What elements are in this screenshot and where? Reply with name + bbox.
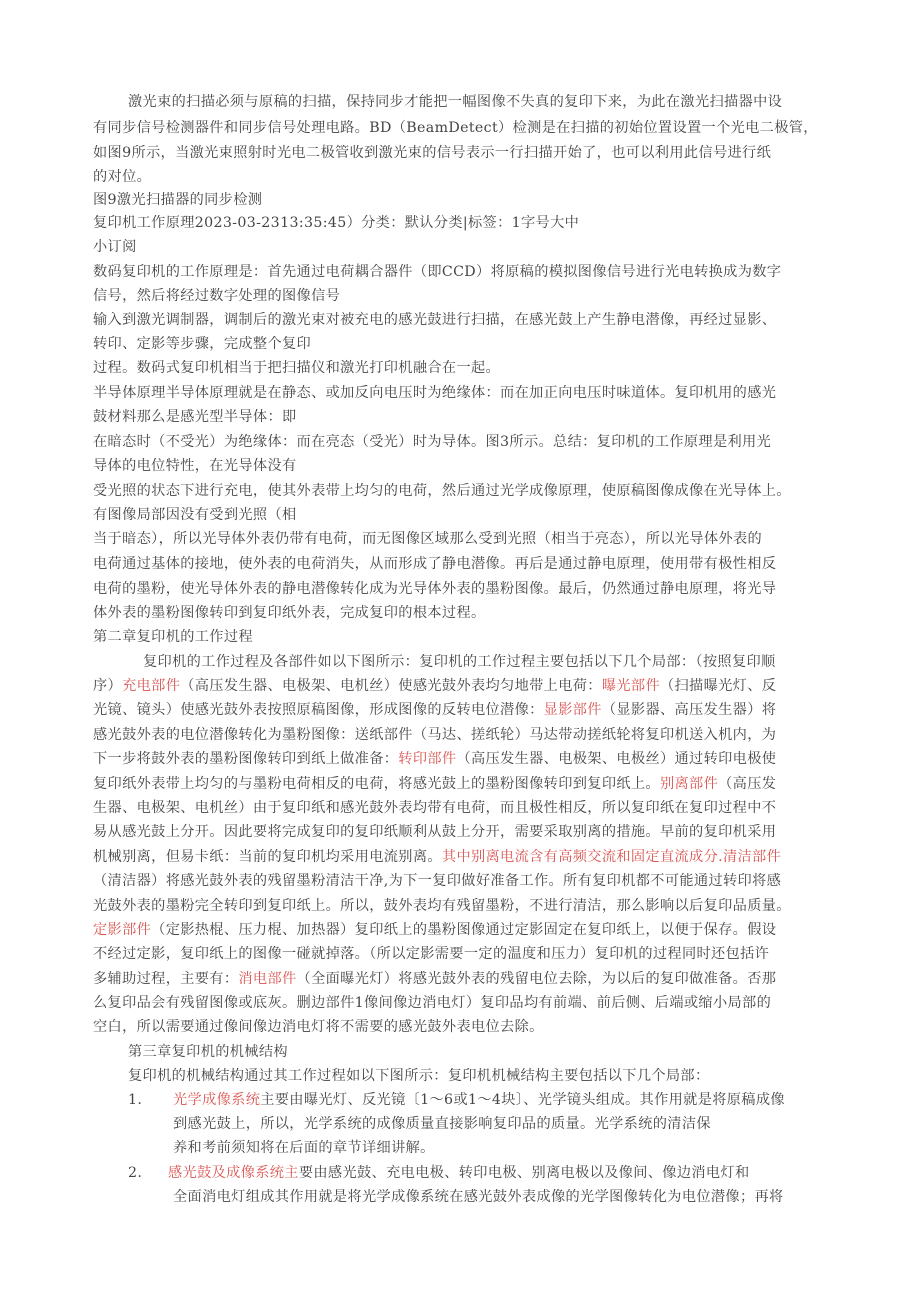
text-line	[93, 1017, 544, 1037]
text-line	[93, 798, 776, 818]
text-line	[168, 1163, 750, 1183]
text-run: 小订阅	[93, 239, 137, 255]
text-run: 过程。数码式复印机相当于把扫描仪和激光打印机融合在一起。	[93, 360, 501, 376]
text-run: 生器、电极架、电机丝）由于复印纸和感光鼓外表均带有电荷，而且极性相反，所以复印纸在复印过程中不	[93, 800, 777, 816]
text-line	[93, 262, 781, 282]
text-line	[93, 118, 818, 138]
text-line	[128, 1042, 288, 1062]
text-run: 序）	[93, 678, 123, 694]
text-line	[93, 822, 776, 842]
text-line	[93, 749, 776, 769]
text-run: （高压发生器、电极架、电极丝）通过转印电极使	[456, 751, 777, 767]
text-line	[93, 871, 781, 891]
text-line	[93, 358, 500, 378]
text-line	[93, 237, 137, 257]
highlighted-term: 曝光部件	[601, 678, 660, 694]
text-line	[93, 334, 311, 354]
text-run: 主要由曝光灯、反光镜〔1～6或1～4块〕、光学镜头组成。其作用就是将原稿成像	[260, 1092, 785, 1108]
text-line	[128, 1066, 710, 1086]
text-run: 养和考前须知将在后面的章节详细讲解。	[173, 1140, 435, 1156]
text-line	[93, 213, 579, 233]
text-run: 下一步将鼓外表的墨粉图像转印到纸上做准备：	[93, 751, 399, 767]
text-line	[143, 652, 776, 672]
text-line	[173, 1090, 785, 1110]
highlighted-term: 消电部件	[238, 971, 297, 987]
text-line	[93, 993, 771, 1013]
text-line	[128, 1090, 142, 1110]
text-run: 到感光鼓上，所以，光学系统的成像质量直接影响复印品的质量。光学系统的清洁保	[173, 1116, 711, 1132]
text-run: 电荷的墨粉，使光导体外表的静电潜像转化成为光导体外表的墨粉图像。最后，仍然通过静电原理，将光导	[93, 581, 777, 597]
highlighted-term: 光学成像系统	[173, 1092, 261, 1108]
text-line	[93, 383, 776, 403]
text-line	[173, 1114, 711, 1134]
text-run: 电荷通过基体的接地，使外表的电荷消失，从而形成了静电潜像。再后是通过静电原理，使用带有极性相反	[93, 556, 777, 572]
text-run: 鼓材料那么是感光型半导体：即	[93, 409, 297, 425]
highlighted-term: 别离部件	[659, 776, 719, 792]
text-run: 空白，所以需要通过像间像边消电灯将不需要的感光鼓外表电位去除。	[93, 1019, 544, 1035]
text-line	[93, 627, 253, 647]
text-line	[93, 847, 781, 867]
text-line	[93, 143, 771, 163]
text-run: 1.	[128, 1092, 143, 1108]
text-line	[93, 481, 791, 501]
highlighted-term: 定影部件	[93, 922, 152, 938]
text-line	[93, 603, 486, 623]
text-run: （全面曝光灯）将感光鼓外表的残留电位去除，为以后的复印做准备。否那	[296, 971, 777, 987]
text-run: 复印纸外表带上均匀的与墨粉电荷相反的电荷，将感光鼓上的墨粉图像转印到复印纸上。	[93, 776, 660, 792]
text-run: 如图9所示，当激光束照射时光电二极管收到激光束的信号表示一行扫描开始了，也可以利用此信号进行纸	[93, 145, 772, 161]
highlighted-term: 转印部件	[398, 751, 457, 767]
text-run: 2.	[128, 1165, 143, 1181]
text-run: 有图像局部因没有受到光照（相	[93, 507, 297, 523]
text-run: 体外表的墨粉图像转印到复印纸外表，完成复印的根本过程。	[93, 605, 486, 621]
text-run: （定影热棍、压力棍、加热器）复印纸上的墨粉图像通过定影固定在复印纸上，以便于保存。假设	[151, 922, 777, 938]
text-run: 多辅助过程，主要有：	[93, 971, 239, 987]
text-run: 复印机工作原理2023-03-2313:35:45）分类：默认分类|标签：1字号大中	[93, 215, 580, 231]
highlighted-term: 显影部件	[543, 702, 602, 718]
text-run: 当于暗态），所以光导体外表仍带有电荷，而无图像区域那么受到光照（相当于亮态），所以光导体外表的	[93, 531, 763, 547]
text-run: 机械别离，但易卡纸：当前的复印机均采用电流别离。	[93, 849, 442, 865]
text-line	[93, 896, 791, 916]
text-line	[93, 456, 297, 476]
text-run: 输入到激光调制器，调制后的激光束对被充电的感光鼓进行扫描，在感光鼓上产生静电潜像，再经过显影、	[93, 312, 777, 328]
text-line	[93, 700, 776, 720]
text-line	[93, 190, 262, 210]
text-run: 全面消电灯组成其作用就是将光学成像系统在感光鼓外表成像的光学图像转化为电位潜像；再将	[173, 1189, 784, 1205]
text-run: 光镜、镜头）使感光鼓外表按照原稿图像，形成图像的反转电位潜像：	[93, 702, 544, 718]
text-run: 易从感光鼓上分开。因此要将完成复印的复印纸顺利从鼓上分开，需要采取别离的措施。早前的复印机采用	[93, 824, 777, 840]
text-run: （扫描曝光灯、反	[659, 678, 777, 694]
text-run: 在暗态时（不受光）为绝缘体：而在亮态（受光）时为导体。图3所示。总结：复印机的工作原理是利用光	[93, 434, 772, 450]
text-run: 导体的电位特性，在光导体没有	[93, 458, 297, 474]
text-run: 半导体原理半导体原理就是在静态、或加反向电压时为绝缘体：而在加正向电压时味道体。复印机用的感光	[93, 385, 777, 401]
text-line	[93, 529, 762, 549]
text-line	[93, 310, 776, 330]
text-run: （清洁器）将感光鼓外表的残留墨粉清洁干净,为下一复印做好准备工作。所有复印机都不可能通过转印将感	[93, 873, 782, 889]
text-line	[128, 92, 782, 112]
text-run: 激光束的扫描必须与原稿的扫描，保持同步才能把一幅图像不失真的复印下来，为此在激光扫描器中设	[128, 94, 783, 110]
text-line	[173, 1187, 784, 1207]
text-line	[93, 920, 776, 940]
text-run: 受光照的状态下进行充电，使其外表带上均匀的电荷，然后通过光学成像原理，使原稿图像成像在光导体上。	[93, 483, 791, 499]
text-run: 的对位。	[93, 169, 152, 185]
text-run: （显影器、高压发生器）将	[601, 702, 777, 718]
text-line	[93, 407, 297, 427]
text-line	[93, 725, 776, 745]
text-line	[93, 944, 769, 964]
highlighted-term: 其中别离电流含有高频交流和固定直流成分.清洁部件	[441, 849, 782, 865]
text-line	[128, 1163, 142, 1183]
text-run: 数码复印机的工作原理是：首先通过电荷耦合器件（即CCD）将原稿的模拟图像信号进行光电转换成为数字	[93, 264, 782, 280]
highlighted-term: 感光鼓及成像系统主	[168, 1165, 299, 1181]
text-line	[93, 505, 297, 525]
text-line	[93, 969, 776, 989]
text-run: （高压发	[718, 776, 777, 792]
text-run: 不经过定影，复印纸上的图像一碰就掉落。（所以定影需要一定的温度和压力）复印机的过程同时还包括许	[93, 946, 770, 962]
text-run: 复印机的机械结构通过其工作过程如以下图所示：复印机机械结构主要包括以下几个局部：	[128, 1068, 710, 1084]
text-line	[173, 1138, 435, 1158]
text-run: （高压发生器、电极架、电机丝）使感光鼓外表均匀地带上电荷：	[180, 678, 602, 694]
text-line	[93, 579, 776, 599]
text-run: 光鼓外表的墨粉完全转印到复印纸上。所以，鼓外表均有残留墨粉，不进行清洁，那么影响以后复印品质量。	[93, 898, 791, 914]
text-run: 第二章复印机的工作过程	[93, 629, 253, 645]
text-line	[93, 167, 151, 187]
text-run: 第三章复印机的机械结构	[128, 1044, 288, 1060]
text-run: 转印、定影等步骤，完成整个复印	[93, 336, 312, 352]
text-run: 感光鼓外表的电位潜像转化为墨粉图像：送纸部件（马达、搓纸轮）马达带动搓纸轮将复印机送入机内，为	[93, 727, 777, 743]
text-run: 有同步信号检测器件和同步信号处理电路。BD（BeamDetect）检测是在扫描的初始位置设置一个光电二极管，	[93, 120, 818, 136]
text-run: 图9激光扫描器的同步检测	[93, 192, 263, 208]
text-line	[93, 432, 771, 452]
highlighted-term: 充电部件	[122, 678, 181, 694]
text-line	[93, 286, 340, 306]
text-line	[93, 774, 776, 794]
text-run: 要由感光鼓、充电电极、转印电极、别离电极以及像间、像边消电灯和	[298, 1165, 750, 1181]
text-line	[93, 554, 776, 574]
text-run: 复印机的工作过程及各部件如以下图所示：复印机的工作过程主要包括以下几个局部：（按照复印顺	[143, 654, 776, 670]
text-run: 么复印品会有残留图像或底灰。删边部件1像间像边消电灯）复印品均有前端、前后侧、后端或缩小局部的	[93, 995, 772, 1011]
text-run: 信号，然后将经过数字处理的图像信号	[93, 288, 341, 304]
text-line	[93, 676, 776, 696]
